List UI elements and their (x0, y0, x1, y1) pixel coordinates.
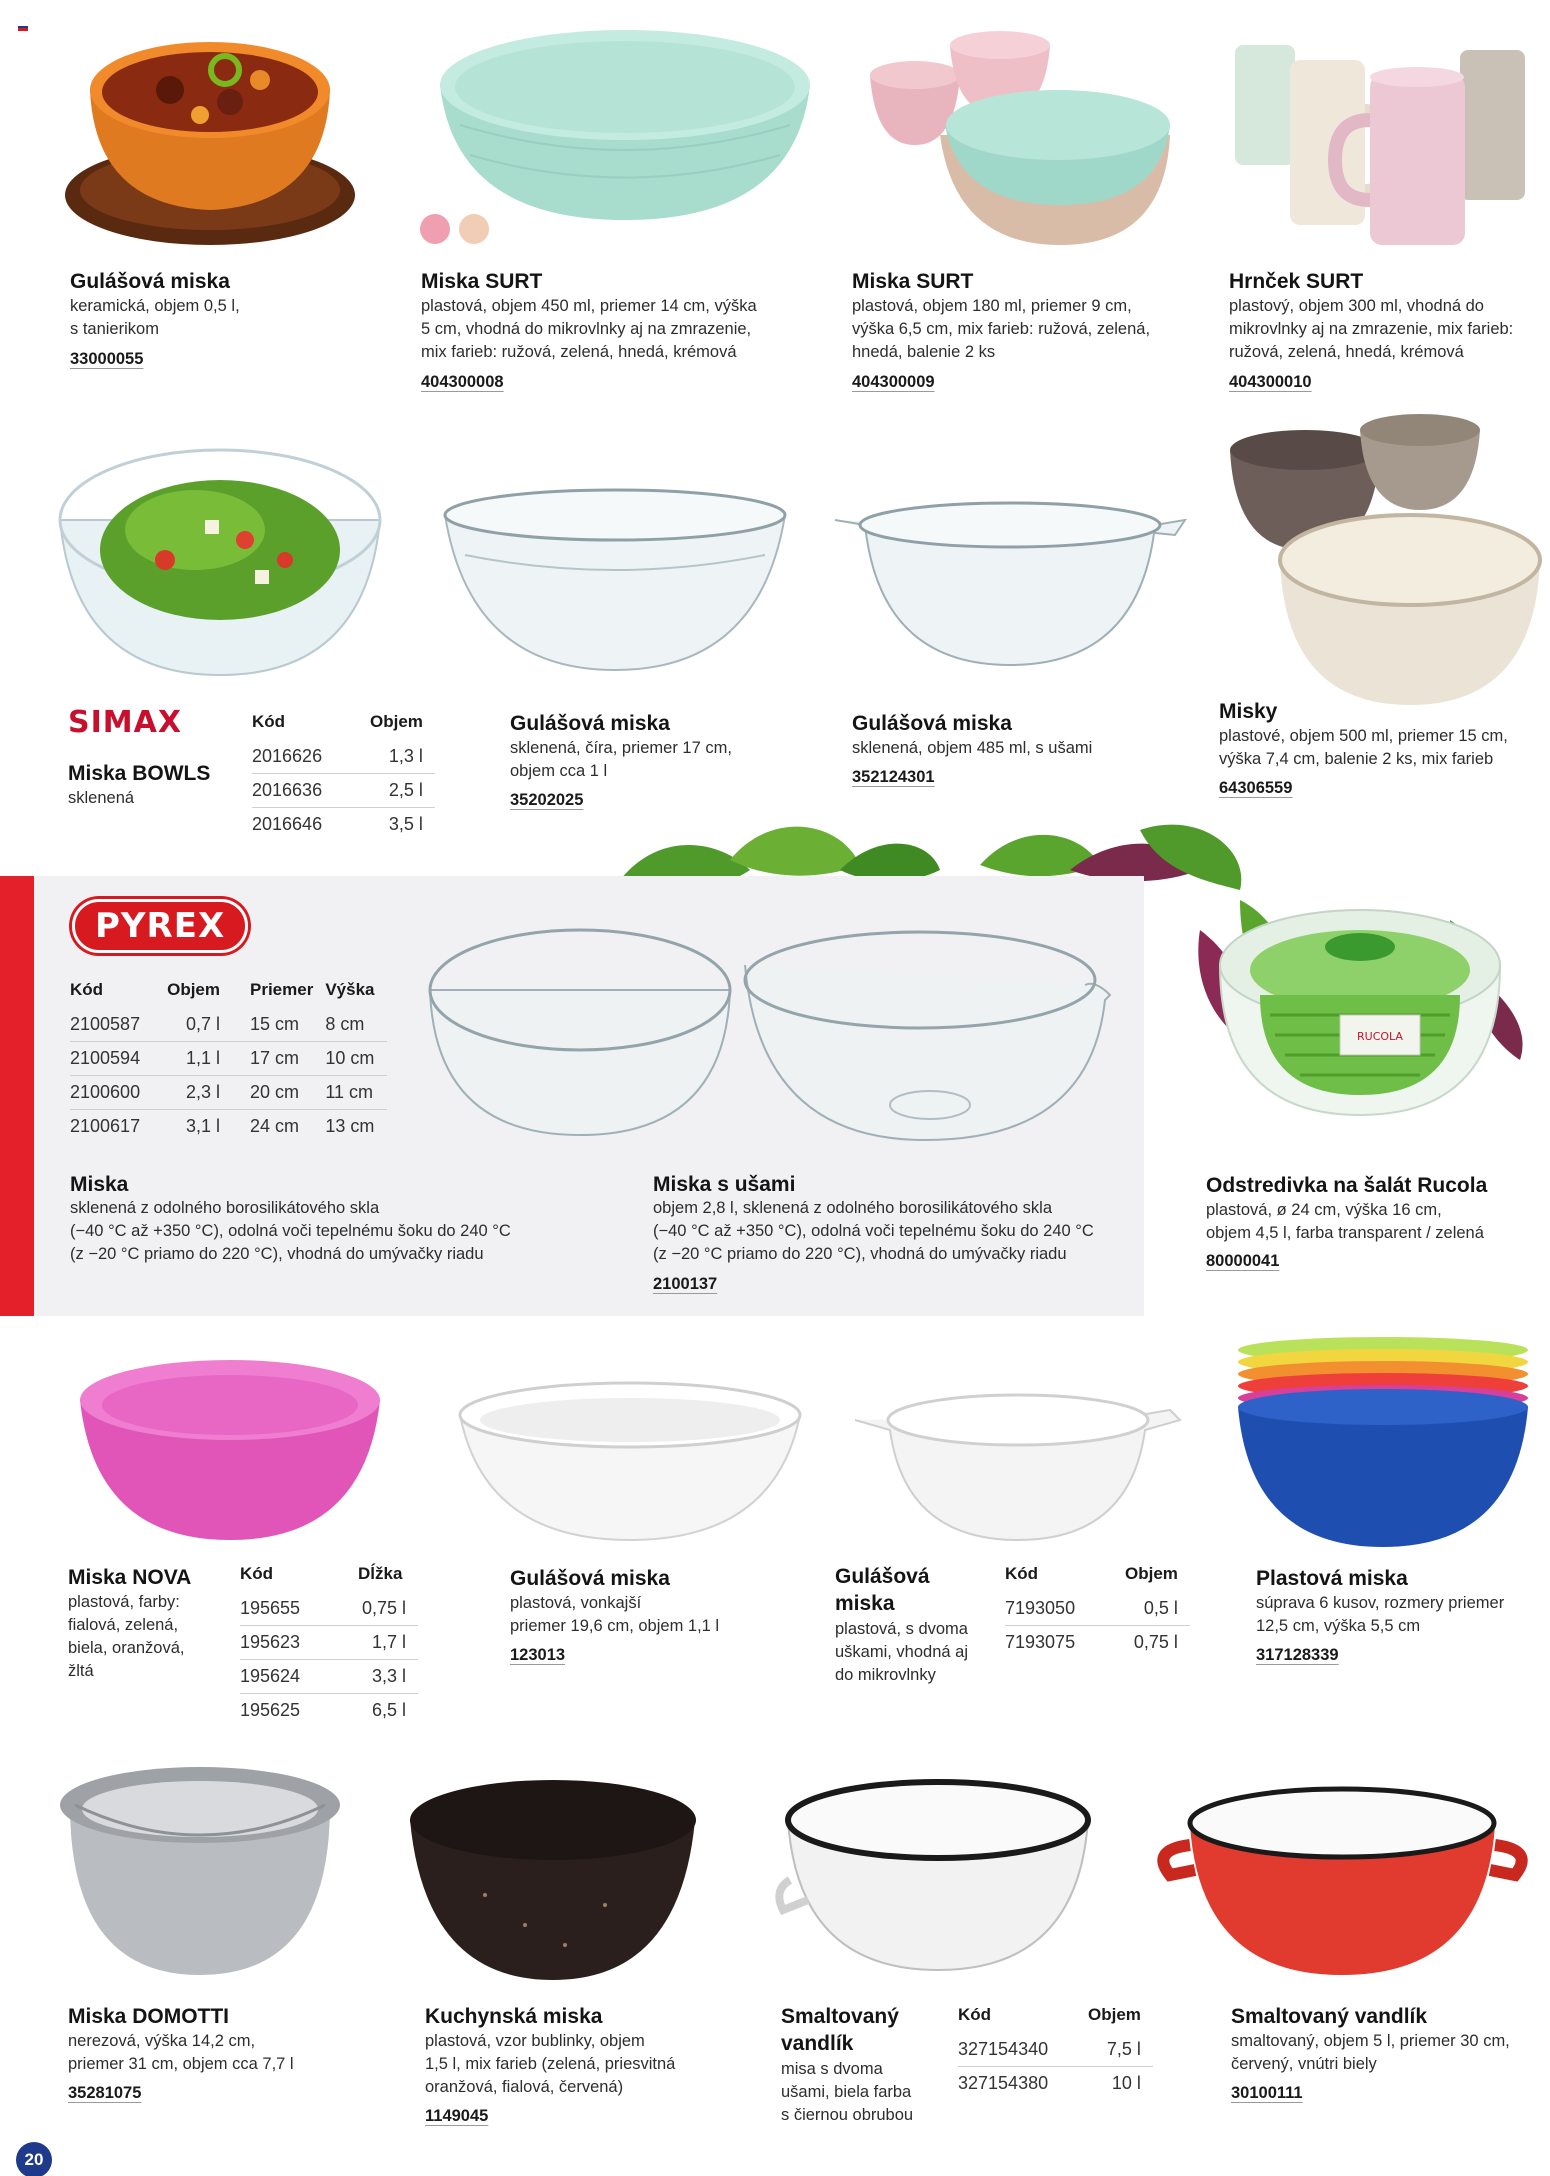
surt-bowl-mint-image (430, 25, 820, 225)
table-row: 2100600 2,3 l 20 cm 11 cm (70, 1076, 387, 1110)
red-enamel-bowl-image (1150, 1775, 1535, 1980)
white-plastic-goulash-bowl-image (455, 1380, 805, 1545)
table-header: Kód (1005, 1564, 1039, 1583)
product-code: 352124301 (852, 768, 935, 786)
product-code: 404300008 (421, 373, 504, 391)
table-header: Kód (958, 2005, 992, 2024)
product-title: Gulášová miska (70, 270, 230, 293)
product-desc: plastový, objem 300 ml, vhodná do mikrovlnky aj na zmrazenie, mix farieb: ružová, zelená, hnedá, krémová (1229, 297, 1514, 361)
accent-bar (0, 876, 34, 1316)
table-header: Objem (167, 980, 220, 999)
nova-pink-bowl-image (75, 1355, 385, 1545)
simax-logo: SIMAX (68, 705, 182, 740)
table-row: 2016636 2,5 l (252, 774, 435, 808)
product-title: Gulášová miska (510, 1567, 670, 1590)
table-row: 195623 1,7 l (240, 1626, 418, 1660)
product-desc: plastová, ø 24 cm, výška 16 cm, objem 4,5 l, farba transparent / zelená (1206, 1201, 1484, 1242)
product-code: 35202025 (510, 791, 584, 809)
table-header: Kód (252, 712, 286, 731)
white-two-handle-bowl-image (850, 1385, 1185, 1545)
plastic-bowls-image (1225, 410, 1545, 710)
table-row: 2100587 0,7 l 15 cm 8 cm (70, 1008, 387, 1042)
table-header: Objem (1088, 2005, 1141, 2024)
product-desc: plastová, objem 450 ml, priemer 14 cm, výška 5 cm, vhodná do mikrovlnky aj na zmrazenie, mix farieb: ružová, zelená, hnedá, krémová (421, 297, 757, 361)
product-desc: sklenená (68, 789, 135, 807)
product-desc: sklenená, objem 485 ml, s ušami (852, 739, 1093, 757)
product-title: Miska BOWLS (68, 762, 211, 785)
product-title: Miska SURT (852, 270, 974, 293)
product-desc: plastová, objem 180 ml, priemer 9 cm, výška 6,5 cm, mix farieb: ružová, zelená, hnedá, balenie 2 ks (852, 297, 1151, 361)
product-desc: plastové, objem 500 ml, priemer 15 cm, výška 7,4 cm, balenie 2 ks, mix farieb (1219, 727, 1508, 768)
page-number-badge: 20 (16, 2142, 52, 2176)
table-header: Výška (325, 980, 375, 999)
simax-salad-bowl-image (55, 410, 385, 680)
product-code: 80000041 (1206, 1252, 1280, 1270)
product-title: Miska NOVA (68, 1566, 192, 1589)
product-desc: keramická, objem 0,5 l, s tanierikom (70, 297, 240, 338)
product-title: Misky (1219, 700, 1278, 723)
product-code: 33000055 (70, 350, 144, 368)
pyrex-spec-table (70, 980, 387, 1143)
glass-bowl-image (440, 485, 790, 675)
product-title: Gulášová miska (510, 712, 670, 735)
surt-mugs-image (1230, 40, 1540, 250)
table-header: Kód (70, 980, 104, 999)
pyrex-logo: PYREX (72, 906, 248, 946)
product-code: 317128339 (1256, 1646, 1339, 1664)
product-title: Gulášová miska (835, 1565, 930, 1615)
table-row: 7193075 0,75 l (1005, 1632, 1178, 1652)
product-desc: misa s dvoma ušami, biela farba s čiernou obrubou (781, 2060, 914, 2124)
product-code: 30100111 (1231, 2084, 1303, 2102)
bubble-kitchen-bowl-image (405, 1775, 700, 1985)
product-title: Kuchynská miska (425, 2005, 603, 2028)
product-title: Gulášová miska (852, 712, 1012, 735)
table-row: 195625 6,5 l (240, 1700, 406, 1720)
product-code: 404300009 (852, 373, 935, 391)
simax-spec-table (252, 712, 435, 841)
product-code: 404300010 (1229, 373, 1312, 391)
table-header: Dĺžka (358, 1564, 403, 1583)
product-title: Smaltovaný vandlík (1231, 2005, 1428, 2028)
product-desc: nerezová, výška 14,2 cm, priemer 31 cm, objem cca 7,7 l (68, 2032, 294, 2073)
product-title: Smaltovaný vandlík (781, 2005, 899, 2055)
product-title: Plastová miska (1256, 1567, 1408, 1590)
pyrex-glass-bowl-image (425, 920, 735, 1140)
table-row: 327154340 7,5 l (958, 2033, 1153, 2067)
product-desc: objem 2,8 l, sklenená z odolného borosilikátového skla (−40 °C až +350 °C), odolná voči tepelnému šoku do 240 °C (z −20 °C priamo do 220 °C), vhodná do umývačky riadu (653, 1199, 1094, 1263)
surt-small-bowls-image (860, 25, 1180, 250)
goulash-two-handle-spec-table (1005, 1564, 1190, 1659)
product-code: 1149045 (425, 2107, 489, 2125)
product-title: Odstredivka na šalát Rucola (1206, 1174, 1488, 1197)
table-row: 2100594 1,1 l 17 cm 10 cm (70, 1042, 387, 1076)
product-desc: sklenená, číra, priemer 17 cm, objem cca 1 l (510, 739, 732, 780)
product-desc: plastová, s dvoma uškami, vhodná aj do mikrovlnky (835, 1620, 968, 1684)
product-desc: smaltovaný, objem 5 l, priemer 30 cm, červený, vnútri biely (1231, 2032, 1510, 2073)
product-desc: súprava 6 kusov, rozmery priemer 12,5 cm, výška 5,5 cm (1256, 1594, 1505, 1635)
table-row: 2016626 1,3 l (252, 740, 435, 774)
color-swatch-pink (420, 214, 450, 244)
pyrex-glass-bowl-handles-image (740, 925, 1115, 1145)
glass-goulash-bowl-handles-image (830, 495, 1190, 675)
table-header: Objem (1125, 1564, 1178, 1583)
product-code: 123013 (510, 1646, 566, 1664)
product-title: Hrnček SURT (1229, 270, 1364, 293)
product-title: Miska s ušami (653, 1173, 796, 1196)
table-row: 7193050 0,5 l (1005, 1592, 1190, 1626)
domotti-steel-bowl-image (55, 1765, 345, 1980)
table-row: 2100617 3,1 l 24 cm 13 cm (70, 1116, 375, 1136)
table-header: Priemer (250, 980, 314, 999)
stacked-colored-bowls-image (1235, 1335, 1530, 1550)
salad-spinner-image (1200, 885, 1520, 1125)
product-title: Miska DOMOTTI (68, 2005, 230, 2028)
spinner-label-text: RUCOLA (1357, 1030, 1403, 1043)
white-enamel-bowl-image (768, 1770, 1108, 1975)
table-header: Objem (370, 712, 423, 731)
product-desc: plastová, farby: fialová, zelená, biela, oranžová, žltá (68, 1593, 185, 1680)
goulash-ceramic-bowl-image (60, 20, 360, 250)
table-row: 2016646 3,5 l (252, 814, 423, 834)
table-row: 195624 3,3 l (240, 1660, 418, 1694)
nova-spec-table (240, 1564, 418, 1727)
product-code: 35281075 (68, 2084, 142, 2102)
product-code: 64306559 (1219, 779, 1293, 797)
table-row: 327154380 10 l (958, 2073, 1141, 2093)
product-desc: plastová, vonkajší priemer 19,6 cm, objem 1,1 l (510, 1594, 720, 1635)
product-title: Miska (70, 1173, 129, 1196)
flag-icon (18, 18, 28, 26)
enamel-bowl-spec-table (958, 2005, 1153, 2100)
product-desc: sklenená z odolného borosilikátového skla (−40 °C až +350 °C), odolná voči tepelnému šoku do 240 °C (z −20 °C priamo do 220 °C), vhodná do umývačky riadu (70, 1199, 511, 1263)
table-header: Kód (240, 1564, 274, 1583)
product-desc: plastová, vzor bublinky, objem 1,5 l, mix farieb (zelená, priesvitná oranžová, fialová, červená) (425, 2032, 676, 2096)
table-row: 195655 0,75 l (240, 1592, 418, 1626)
color-swatch-beige (459, 214, 489, 244)
product-code: 2100137 (653, 1275, 718, 1293)
product-title: Miska SURT (421, 270, 543, 293)
